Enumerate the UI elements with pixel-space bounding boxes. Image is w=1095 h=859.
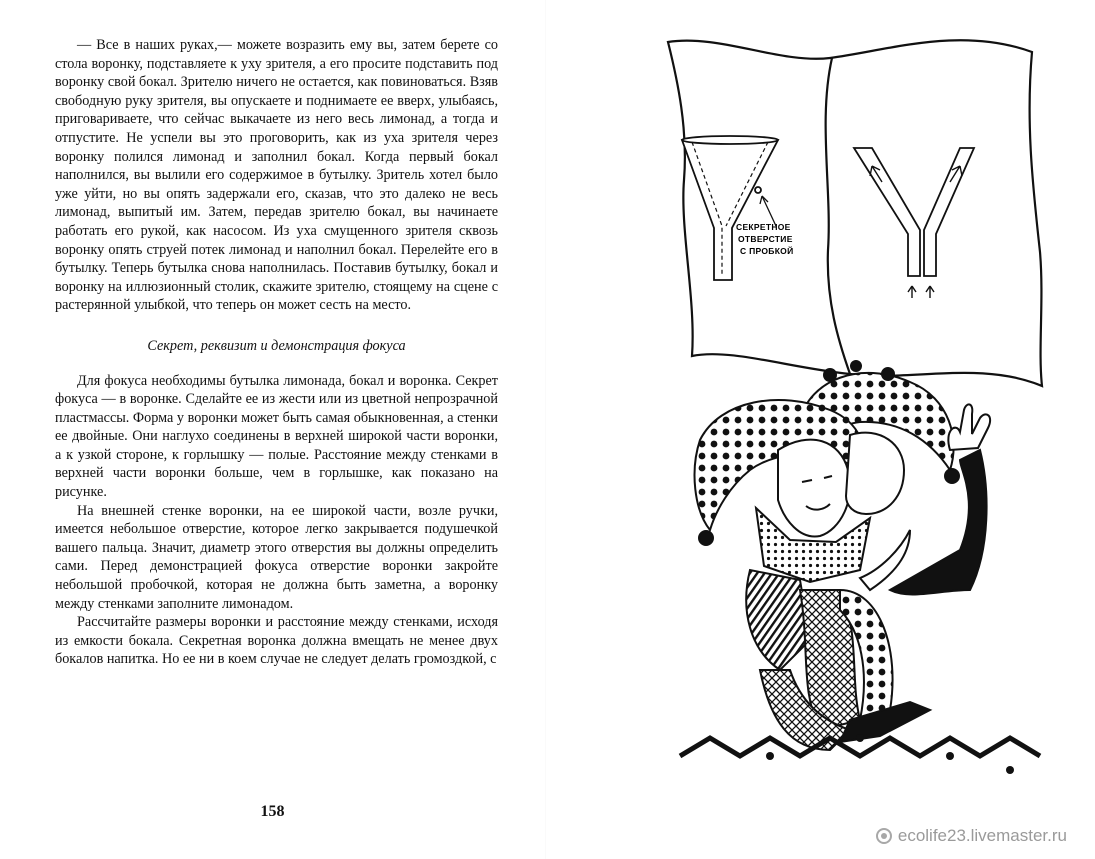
secret-hole-label-1: СЕКРЕТНОЕ xyxy=(736,222,791,232)
paragraph: На внешней стенке воронки, на ее широкой части, возле ручки, имеется небольшое отверстие, которое легко закрывается подушечкой вашего пальца. Значит, диаметр этого отверстия вы должны определить сами. Перед демонстрацией фокуса отверстие воронки закройте небольшой пробочкой, которая не должна быть заметна, а воронку между стенками заполните лимонадом. xyxy=(55,502,498,612)
secret-hole-label-2: ОТВЕРСТИЕ xyxy=(738,234,793,244)
gear-logo-icon xyxy=(876,828,892,844)
watermark-text: ecolife23.livemaster.ru xyxy=(897,826,1067,845)
jester-funnel-illustration xyxy=(660,30,1065,790)
paragraph: Рассчитайте размеры воронки и расстояние между стенками, исходя из емкости бокала. Секретная воронка должна вмещать не менее двух бокалов напитка. Но ее ни в коем случае не следует делать громоздкой, с xyxy=(55,614,498,668)
book-gutter xyxy=(545,0,546,859)
section-heading: Секрет, реквизит и демонстрация фокуса xyxy=(147,337,406,354)
watermark xyxy=(876,826,1067,846)
paragraph: Для фокуса необходимы бутылка лимонада, бокал и воронка. Секрет фокуса — в воронке. Сделайте ее из жести или из цветной непрозрачной пластмассы. Форма у воронки может быть самая обыкновенная, а стенки ее двойные. Они наглухо соединены в верхней широкой части воронки, а к узкой стороне, к горлышку — полые. Расстояние между стенками в верхней части воронки больше, чем в горлышке, как показано на рисунке. xyxy=(55,372,498,501)
page-number: 158 xyxy=(260,803,285,820)
left-page xyxy=(0,0,545,859)
secret-hole-label-3: С ПРОБКОЙ xyxy=(740,246,794,256)
body-text xyxy=(55,36,498,669)
paragraph: — Все в наших руках,— можете возразить ему вы, затем берете со стола воронку, подставляете к уху зрителя, а его просите подставить под воронку свой бокал. Зрителю ничего не остается, как повиноваться. Взяв свободную руку зрителя, вы опускаете и поднимаете ее вверх, улыбаясь, приговариваете, что сейчас выкачаете из него весь лимонад, а тогда и отпустите. Не успели вы это проговорить, как из уха зрителя через воронку полился лимонад и заполнил бокал. Когда первый бокал наполнился, вы вылили его содержимое в бутылку. Зритель хотел было уже уйти, но вы опять задержали его, сказав, что это далеко не весь лимонад, выпитый им. Затем, передав зрителю бокал, вы начинаете работать его рукой, как насосом. Из уха смущенного зрителя сквозь воронку опять струей потек лимонад и наполнил бокал. Перелейте его в бутылку. Теперь бутылка снова наполнилась. Поставив бутылку, бокал и воронку на иллюзионный столик, скажите зрителю, стоящему на сцене с растерянной улыбкой, что теперь он может сесть на место. xyxy=(55,37,498,314)
